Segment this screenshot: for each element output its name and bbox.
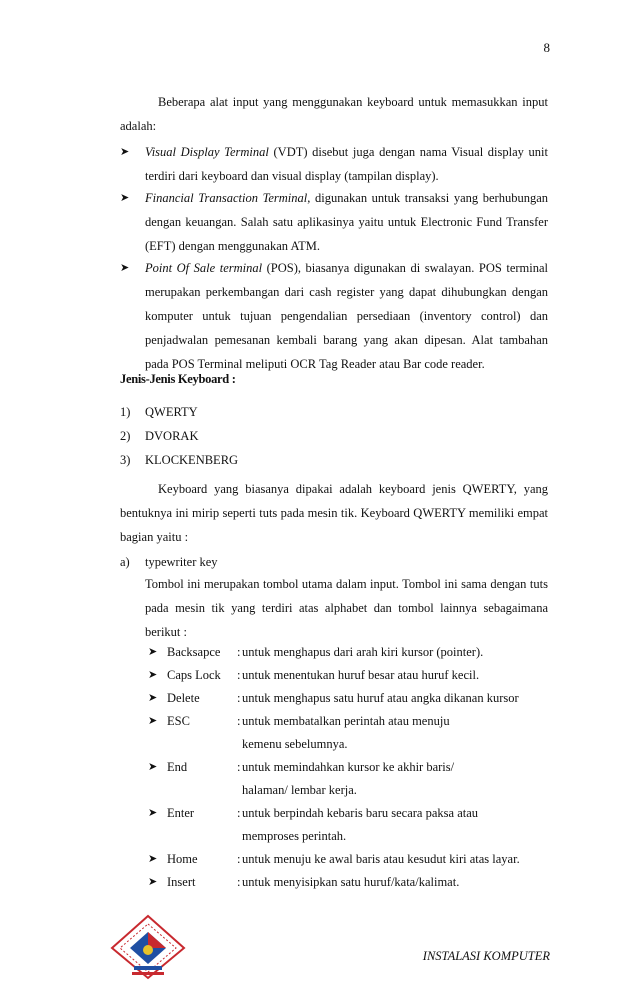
- key-desc: untuk menentukan huruf besar atau huruf kecil.: [242, 668, 480, 682]
- section-a-description: Tombol ini merupakan tombol utama dalam input. Tombol ini sama dengan tuts pada mesin tik yang terdiri atas alphabet dan tombol lainnya sebagaimana berikut :: [145, 577, 548, 639]
- list-item: [120, 186, 548, 258]
- keyboard-types-heading: Jenis-Jenis Keyboard :: [120, 372, 236, 386]
- item-number: 2): [120, 429, 131, 443]
- item-label: QWERTY: [145, 405, 198, 419]
- list-item: [148, 871, 558, 894]
- key-colon: :: [237, 875, 241, 889]
- page-number: 8: [543, 40, 550, 55]
- stmik-logo: [108, 912, 188, 982]
- section-title: typewriter key: [145, 555, 218, 569]
- key-desc: untuk berpindah kebaris baru secara paksa atau memproses perintah.: [242, 806, 479, 843]
- item-label: KLOCKENBERG: [145, 453, 239, 467]
- key-desc: untuk menyisipkan satu huruf/kata/kalimat.: [242, 875, 460, 889]
- item-number: 1): [120, 405, 131, 419]
- item-number: 3): [120, 453, 131, 467]
- key-name: Insert: [167, 875, 196, 889]
- term: Financial Transaction Terminal: [145, 191, 308, 205]
- key-name: Caps Lock: [167, 668, 221, 682]
- section-a-title: [120, 550, 218, 574]
- list-item: [120, 448, 320, 472]
- section-label: a): [120, 555, 130, 569]
- list-item: [148, 687, 558, 710]
- key-name: Enter: [167, 806, 195, 820]
- item-label: DVORAK: [145, 429, 199, 443]
- keys-list: [148, 641, 558, 894]
- intro-paragraph: Beberapa alat input yang menggunakan keyboard untuk memasukkan input adalah:: [120, 95, 548, 133]
- list-item: [148, 664, 558, 687]
- list-item: [148, 710, 488, 756]
- key-name: End: [167, 760, 188, 774]
- key-colon: :: [237, 852, 241, 866]
- key-name: ESC: [167, 714, 190, 728]
- key-colon: :: [237, 806, 241, 820]
- arrow-bullet-icon: ➤: [120, 192, 130, 204]
- key-desc: untuk menuju ke awal baris atau kesudut kiri atas layar.: [242, 852, 520, 866]
- arrow-bullet-icon: ➤: [148, 692, 158, 704]
- arrow-bullet-icon: ➤: [148, 807, 158, 819]
- key-name: Backsapce: [167, 645, 221, 659]
- arrow-bullet-icon: ➤: [148, 761, 158, 773]
- key-colon: :: [237, 668, 241, 682]
- qwerty-paragraph: Keyboard yang biasanya dipakai adalah keyboard jenis QWERTY, yang bentuknya ini mirip seperti tuts pada mesin tik. Keyboard QWERTY memiliki empat bagian yaitu :: [120, 482, 548, 544]
- key-desc: untuk memindahkan kursor ke akhir baris/ halaman/ lembar kerja.: [242, 760, 455, 797]
- key-desc: untuk membatalkan perintah atau menuju kemenu sebelumnya.: [242, 714, 450, 751]
- key-desc: untuk menghapus dari arah kiri kursor (pointer).: [242, 645, 484, 659]
- term-desc: (VDT) disebut juga dengan nama Visual display unit terdiri dari keyboard dan visual display (tampilan display).: [145, 145, 548, 183]
- term: Visual Display Terminal: [145, 145, 269, 159]
- key-name: Home: [167, 852, 198, 866]
- key-colon: :: [237, 645, 241, 659]
- term-desc: (POS), biasanya digunakan di swalayan. POS terminal merupakan perkembangan dari cash register yang dapat dihubungkan dengan komputer untuk tujuan pengendalian persediaan (inventory control) dan penjadwalan pemesanan kembali barang yang akan dipesan. Alat tambahan pada POS Terminal meliputi OCR Tag Reader atau Bar code reader.: [145, 261, 548, 371]
- key-colon: :: [237, 714, 241, 728]
- arrow-bullet-icon: ➤: [120, 146, 130, 158]
- list-item: [148, 756, 492, 802]
- footer-title: INSTALASI KOMPUTER: [422, 949, 550, 963]
- arrow-bullet-icon: ➤: [148, 646, 158, 658]
- list-item: [148, 641, 558, 664]
- key-desc: untuk menghapus satu huruf atau angka dikanan kursor: [242, 691, 519, 705]
- list-item: [120, 400, 320, 424]
- key-name: Delete: [167, 691, 200, 705]
- list-item: [148, 802, 478, 848]
- arrow-bullet-icon: ➤: [120, 262, 130, 274]
- term-desc: , digunakan untuk transaksi yang berhubungan dengan keuangan. Salah satu aplikasinya yaitu untuk Electronic Fund Transfer (EFT) dengan menggunakan ATM.: [145, 191, 548, 253]
- arrow-bullet-icon: ➤: [148, 853, 158, 865]
- key-colon: :: [237, 760, 241, 774]
- keyboard-types-list: [120, 400, 320, 472]
- arrow-bullet-icon: ➤: [148, 876, 158, 888]
- arrow-bullet-icon: ➤: [148, 669, 158, 681]
- list-item: [148, 848, 558, 871]
- term: Point Of Sale terminal: [145, 261, 263, 275]
- list-item: [120, 424, 320, 448]
- list-item: [120, 256, 548, 376]
- arrow-bullet-icon: ➤: [148, 715, 158, 727]
- list-item: [120, 140, 548, 188]
- key-colon: :: [237, 691, 241, 705]
